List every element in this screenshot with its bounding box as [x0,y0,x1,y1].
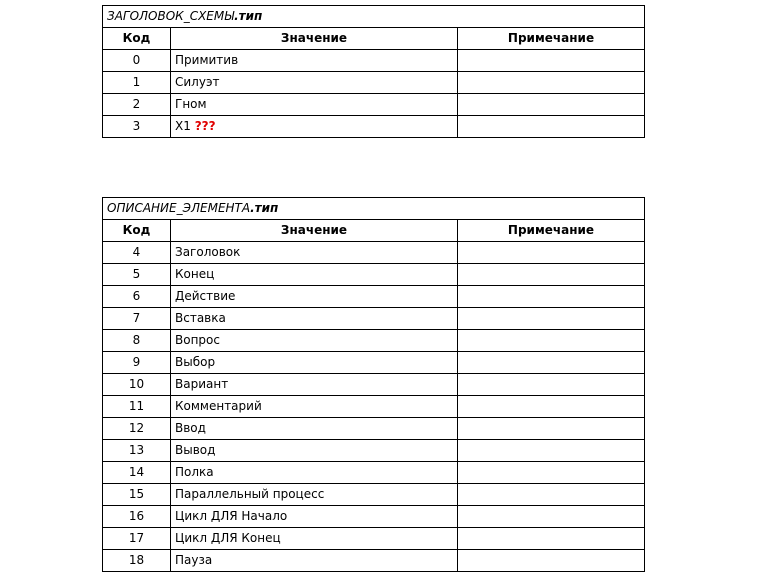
table-title [103,6,645,28]
table-row [103,506,645,528]
table-title-row [103,198,645,220]
row-value: Конец [171,264,458,286]
table-row [103,72,645,94]
row-value: Заголовок [171,242,458,264]
table-row [103,264,645,286]
row-note [458,308,645,330]
table-row [103,308,645,330]
table-row [103,418,645,440]
table-row [103,286,645,308]
row-code: 16 [103,506,171,528]
table-row [103,94,645,116]
header-note: Примечание [458,220,645,242]
row-value: Цикл ДЛЯ Начало [171,506,458,528]
row-value: Пауза [171,550,458,572]
row-code: 5 [103,264,171,286]
table-row [103,462,645,484]
row-note [458,506,645,528]
row-code: 13 [103,440,171,462]
row-code: 3 [103,116,171,138]
header-row [103,220,645,242]
row-code: 18 [103,550,171,572]
row-note [458,352,645,374]
row-code: 11 [103,396,171,418]
table-title-row [103,6,645,28]
table-title [103,198,645,220]
row-code: 8 [103,330,171,352]
row-code: 7 [103,308,171,330]
table-title-main: ОПИСАНИЕ_ЭЛЕМЕНТА [107,201,251,215]
row-note [458,440,645,462]
row-value: Цикл ДЛЯ Конец [171,528,458,550]
row-code: 6 [103,286,171,308]
row-note [458,528,645,550]
table-row [103,242,645,264]
row-value: Вопрос [171,330,458,352]
row-code: 10 [103,374,171,396]
row-value: Параллельный процесс [171,484,458,506]
row-code: 0 [103,50,171,72]
row-code: 14 [103,462,171,484]
row-note [458,374,645,396]
row-code: 2 [103,94,171,116]
table-row [103,396,645,418]
row-note [458,462,645,484]
row-value: Выбор [171,352,458,374]
table-row [103,484,645,506]
row-code: 12 [103,418,171,440]
row-note [458,550,645,572]
row-code: 9 [103,352,171,374]
element-description-rows [103,242,645,572]
row-value: Вывод [171,440,458,462]
element-description-table [102,197,645,572]
row-note [458,50,645,72]
row-note [458,94,645,116]
row-value: Ввод [171,418,458,440]
row-value: Гном [171,94,458,116]
row-value: Полка [171,462,458,484]
table-row [103,116,645,138]
table-row [103,374,645,396]
schema-header-table [102,5,645,138]
row-note [458,264,645,286]
row-note [458,286,645,308]
table-row [103,528,645,550]
table-row [103,330,645,352]
header-code: Код [103,220,171,242]
row-value: Действие [171,286,458,308]
row-value: Х1 [175,119,191,133]
row-note [458,418,645,440]
table-title-main: ЗАГОЛОВОК_СХЕМЫ [107,9,235,23]
row-value: Примитив [171,50,458,72]
header-row [103,28,645,50]
header-code: Код [103,28,171,50]
row-note [458,330,645,352]
row-value: Вариант [171,374,458,396]
header-value: Значение [171,28,458,50]
row-note [458,396,645,418]
row-code: 15 [103,484,171,506]
row-value: Силуэт [171,72,458,94]
row-note [458,484,645,506]
header-value: Значение [171,220,458,242]
table-row [103,550,645,572]
row-note [458,116,645,138]
question-mark-annotation: ??? [194,119,216,133]
table-row [103,440,645,462]
table-title-ext: .тип [250,201,279,215]
table-row [103,352,645,374]
row-code: 4 [103,242,171,264]
row-value: Комментарий [171,396,458,418]
row-note [458,72,645,94]
table-row [103,50,645,72]
row-note [458,242,645,264]
table-title-ext: .тип [234,9,263,23]
row-code: 17 [103,528,171,550]
header-note: Примечание [458,28,645,50]
row-code: 1 [103,72,171,94]
row-value-cell [171,116,458,138]
row-value: Вставка [171,308,458,330]
